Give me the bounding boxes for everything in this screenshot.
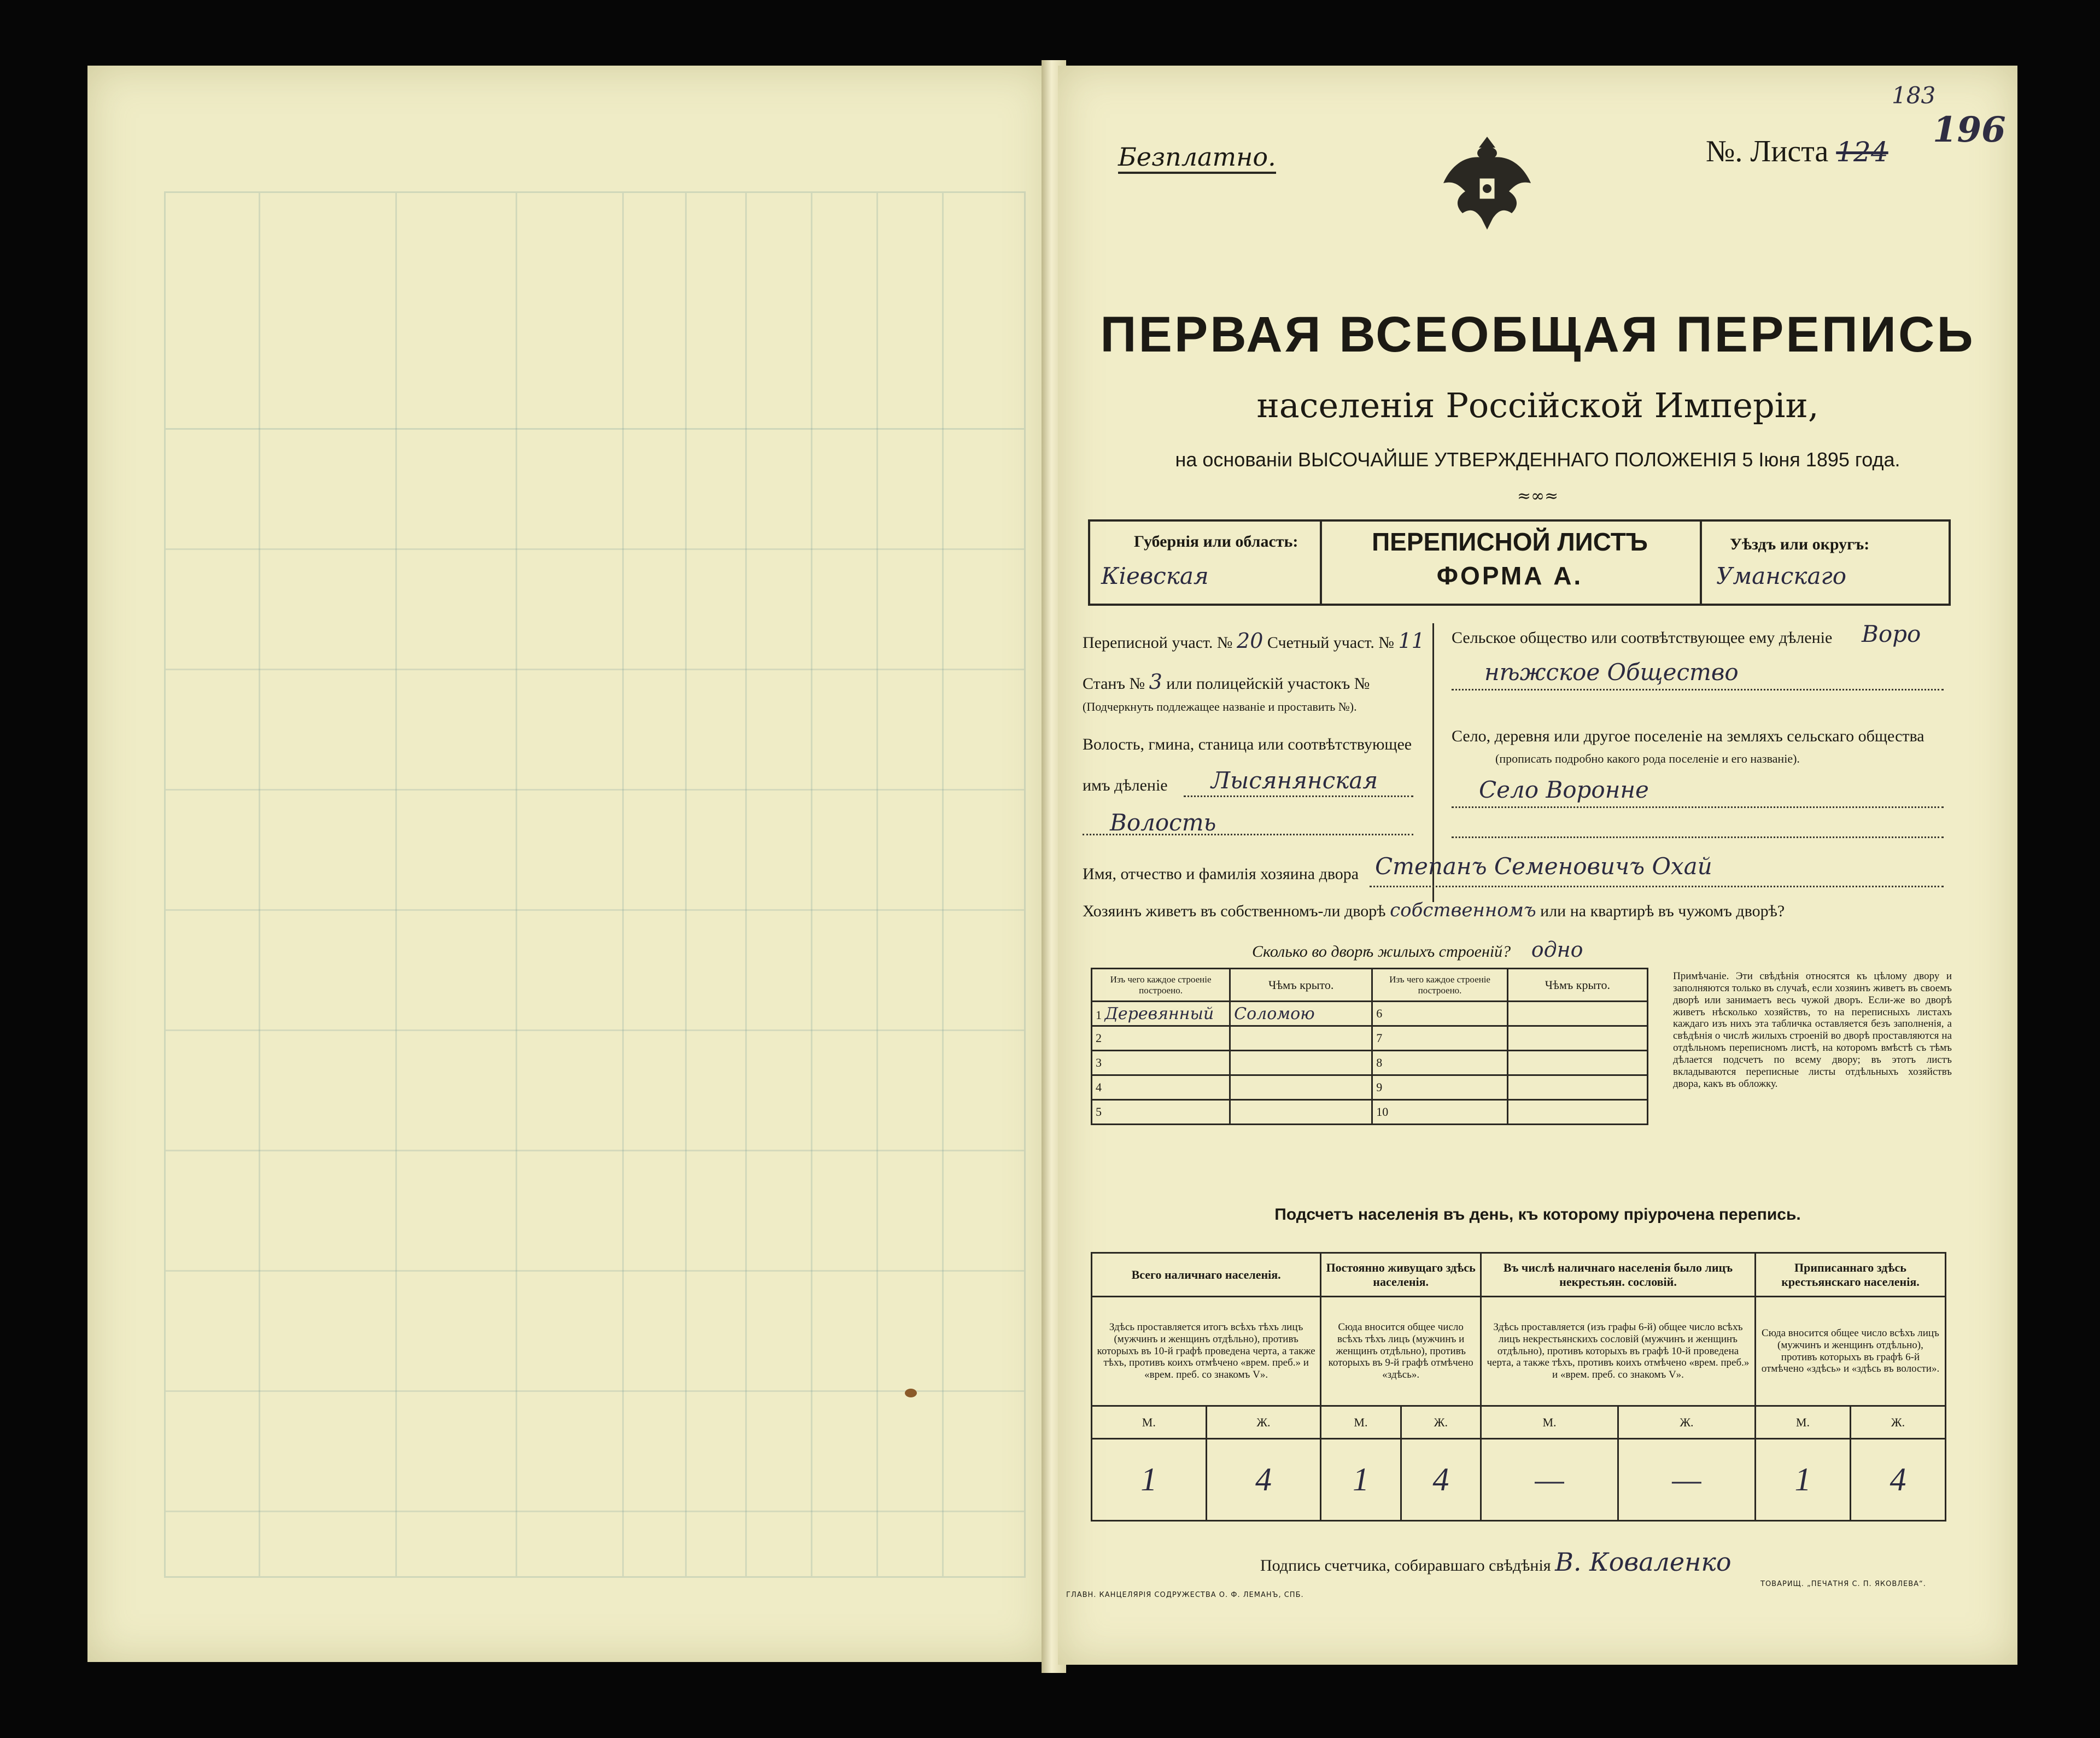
pop-value-zh-1: 4 — [1206, 1439, 1321, 1521]
pop-col-desc-4: Сюда вносится общее число всѣхъ лицъ (мужчинъ и женщинъ отдѣльно), противъ которыхъ въ графѣ 6-й отмѣчено «здѣсь» и «здѣсь въ волости». — [1755, 1297, 1945, 1406]
row-number: 7 — [1372, 1026, 1507, 1051]
row-number: 1 — [1096, 1008, 1102, 1022]
signature-label: Подпись счетчика, собиравшаго свѣдѣнія — [1260, 1556, 1551, 1575]
stan-value: 3 — [1149, 670, 1162, 694]
table-row — [1092, 1002, 1648, 1026]
left-page — [87, 66, 1050, 1662]
ornament-divider: ≈∞≈ — [1517, 487, 1559, 506]
gubernia-label: Губернія или область: — [1134, 532, 1298, 551]
ghost-column-line — [259, 193, 260, 1576]
owner-name-line — [1370, 886, 1944, 887]
ghost-column-line — [685, 193, 687, 1576]
folio-number: 196 — [1933, 109, 2006, 150]
row-number: 6 — [1372, 1002, 1507, 1026]
population-title: Подсчетъ населенія въ день, къ которому пріурочена перепись. — [1274, 1206, 1801, 1224]
pop-col-desc-1: Здѣсь проставляется итогъ всѣхъ тѣхъ лицъ (мужчинъ и женщинъ отдѣльно), противъ которыхъ въ 10-й графѣ проведена черта, а также тѣхъ, противъ коихъ отмѣчено «врем. преб.» и «врем. преб. со знакомъ V». — [1092, 1297, 1321, 1406]
printer-right: ТОВАРИЩ. „ПЕЧАТНЯ С. П. ЯКОВЛЕВА“. — [1760, 1580, 1926, 1588]
signature-value: В. Коваленко — [1555, 1547, 1732, 1577]
ghost-column-line — [942, 193, 944, 1576]
ghost-column-line — [811, 193, 812, 1576]
ghost-row-line — [166, 789, 1024, 791]
ghost-column-line — [516, 193, 517, 1576]
volost-value-2: Волость — [1110, 809, 1216, 836]
male-label: М. — [1092, 1406, 1207, 1439]
printer-left: ГЛАВН. КАНЦЕЛЯРІЯ СОДРУЖЕСТВА О. Ф. ЛЕМАНЪ, СПБ. — [1066, 1591, 1304, 1599]
uezd-label: Уѣздъ или округъ: — [1730, 535, 1870, 553]
ghost-row-line — [166, 1270, 1024, 1272]
selo-value: Село Воронне — [1479, 776, 1649, 803]
pop-col-head-1: Всего наличнаго населенія. — [1092, 1253, 1321, 1297]
row-number: 2 — [1092, 1026, 1230, 1051]
population-table — [1091, 1252, 1946, 1522]
stan-label: Станъ № — [1083, 675, 1145, 693]
row-number: 10 — [1372, 1100, 1507, 1125]
uchastok-label: Переписной участ. № — [1083, 634, 1233, 652]
pop-col-head-3: Въ числѣ наличнаго населенія было лицъ некрестьян. сословій. — [1481, 1253, 1756, 1297]
built-value: Деревянный — [1104, 1004, 1214, 1023]
obshchestvo-line — [1452, 689, 1944, 690]
male-label: М. — [1481, 1406, 1618, 1439]
pop-col-desc-2: Сюда вносится общее число всѣхъ тѣхъ лицъ (мужчинъ и женщинъ отдѣльно), противъ которыхъ въ 9-й графѣ отмѣчено «здѣсь». — [1321, 1297, 1481, 1406]
male-label: М. — [1321, 1406, 1401, 1439]
signature-field — [1260, 1547, 1732, 1577]
folio-number-small: 183 — [1892, 82, 1936, 109]
table-row — [1092, 1075, 1648, 1100]
owner-lives-field — [1083, 899, 1785, 921]
sheet-number — [1706, 134, 1888, 169]
ghost-row-line — [166, 548, 1024, 550]
form-subtitle: населенія Россійской Имперіи, — [1256, 385, 1819, 425]
coat-of-arms-icon — [1435, 131, 1539, 235]
form-name: ФОРМА А. — [1436, 561, 1583, 590]
pop-value-zh-3: — — [1618, 1439, 1755, 1521]
schet-label: Счетный участ. № — [1267, 634, 1394, 652]
selo-line — [1452, 806, 1944, 808]
volost-line-2 — [1083, 834, 1413, 835]
row-number: 8 — [1372, 1051, 1507, 1075]
ghost-row-line — [166, 1390, 1024, 1392]
row-number: 5 — [1092, 1100, 1230, 1125]
owner-lives-value: собственномъ — [1390, 899, 1536, 921]
form-header-box — [1088, 519, 1951, 606]
pop-value-m-3: — — [1481, 1439, 1618, 1521]
owner-name-label: Имя, отчество и фамилія хозяина двора — [1083, 865, 1359, 883]
female-label: Ж. — [1618, 1406, 1755, 1439]
pop-value-m-4: 1 — [1755, 1439, 1850, 1521]
owner-name-value: Степанъ Семеновичъ Охай — [1375, 853, 1712, 880]
buildings-col-built-2: Изъ чего каждое строеніе построено. — [1372, 969, 1507, 1002]
selo-label: Село, деревня или другое поселеніе на земляхъ сельскаго общества — [1452, 727, 1924, 745]
owner-lives-label: Хозяинъ живетъ въ собственномъ-ли дворѣ — [1083, 902, 1386, 920]
table-row — [1092, 1026, 1648, 1051]
uchastok-value: 20 — [1237, 629, 1263, 653]
pop-col-desc-3: Здѣсь проставляется (изъ графы 6-й) общее число всѣхъ лицъ некрестьянскихъ сословій (мужчинъ и женщинъ отдѣльно), противъ которыхъ въ графѣ 10-й проведена черта, а также тѣхъ, противъ коихъ отмѣчено «врем. преб.» и «врем. преб. со знакомъ V». — [1481, 1297, 1756, 1406]
sheet-number-label: №. Листа — [1706, 134, 1829, 168]
pop-col-head-4: Приписаннаго здѣсь крестьянскаго населенія. — [1755, 1253, 1945, 1297]
owner-lives-label-2: или на квартирѣ въ чужомъ дворѣ? — [1540, 902, 1785, 920]
right-page — [1058, 66, 2017, 1665]
ghost-row-line — [166, 1150, 1024, 1151]
obshchestvo-value: Воро — [1862, 621, 1921, 647]
underline-note: (Подчеркнуть подлежащее названіе и проставить №). — [1083, 700, 1357, 713]
row-number: 4 — [1092, 1075, 1230, 1100]
pop-value-m-2: 1 — [1321, 1439, 1401, 1521]
form-basis: на основаніи ВЫСОЧАЙШЕ УТВЕРЖДЕННАГО ПОЛОЖЕНІЯ 5 Іюня 1895 года. — [1175, 448, 1900, 471]
pop-value-zh-4: 4 — [1850, 1439, 1945, 1521]
ghost-column-line — [395, 193, 397, 1576]
male-label: М. — [1755, 1406, 1850, 1439]
free-label: Безплатно. — [1118, 142, 1276, 174]
selo-note: (прописать подробно какого рода поселеніе и его названіе). — [1495, 752, 1800, 765]
ghost-row-line — [166, 669, 1024, 670]
ghost-table-header — [166, 193, 1024, 430]
police-label: или полицейскій участокъ № — [1166, 675, 1370, 693]
buildings-value: одно — [1531, 938, 1583, 962]
female-label: Ж. — [1206, 1406, 1321, 1439]
ghost-row-line — [166, 1029, 1024, 1031]
table-row — [1092, 1051, 1648, 1075]
roof-value: Соломою — [1234, 1004, 1315, 1023]
table-row — [1092, 1100, 1648, 1125]
uezd-value: Уманскаго — [1716, 563, 1847, 589]
volost-line — [1184, 795, 1413, 797]
sheet-number-value: 124 — [1836, 136, 1888, 168]
female-label: Ж. — [1850, 1406, 1945, 1439]
pop-col-head-2: Постоянно живущаго здѣсь населенія. — [1321, 1253, 1481, 1297]
form-title: ПЕРВАЯ ВСЕОБЩАЯ ПЕРЕПИСЬ — [1100, 307, 1975, 362]
ghost-column-line — [745, 193, 747, 1576]
form-box-divider — [1700, 522, 1702, 604]
buildings-field — [1252, 938, 1583, 962]
pop-value-m-1: 1 — [1092, 1439, 1207, 1521]
ghost-column-line — [876, 193, 878, 1576]
volost-label-2: имъ дѣленіе — [1083, 776, 1168, 794]
form-sheet-title: ПЕРЕПИСНОЙ ЛИСТЪ — [1372, 528, 1648, 556]
female-label: Ж. — [1401, 1406, 1481, 1439]
ghost-row-line — [166, 909, 1024, 911]
row-number: 3 — [1092, 1051, 1230, 1075]
ghost-table-grid — [164, 191, 1026, 1578]
ghost-row-line — [166, 1511, 1024, 1512]
schet-value: 11 — [1398, 629, 1425, 653]
volost-value: Лысянянская — [1211, 767, 1378, 794]
row-number: 9 — [1372, 1075, 1507, 1100]
gubernia-value: Кіевская — [1101, 563, 1209, 589]
stan-field — [1083, 670, 1370, 694]
buildings-note: Примѣчаніе. Эти свѣдѣнія относятся къ цѣлому двору и заполняются только въ случаѣ, если хозяинъ живетъ въ своемъ дворѣ или занимаетъ весь чужой дворъ. Если-же во дворѣ живетъ нѣсколько хозяйствъ, то на переписныхъ листахъ каждаго изъ нихъ эта табличка оставляется безъ заполненія, а свѣдѣнія о числѣ жилыхъ строеній во дворѣ проставляются на отдѣльномъ переписномъ листѣ, на которомъ вмѣстѣ съ тѣмъ дѣлается подсчетъ по всему двору; въ этотъ листъ вкладываются переписные листы отдѣльныхъ хозяйствъ двора, какъ въ обложку. — [1673, 970, 1952, 1090]
obshchestvo-value-2: нѣжское Общество — [1484, 659, 1739, 686]
obshchestvo-label: Сельское общество или соотвѣтствующее ему дѣленіе — [1452, 629, 1833, 647]
uchastok-field — [1083, 629, 1425, 653]
volost-label: Волость, гмина, станица или соотвѣтствующее — [1083, 735, 1412, 753]
buildings-col-built: Изъ чего каждое строеніе построено. — [1092, 969, 1230, 1002]
buildings-table — [1091, 968, 1648, 1125]
buildings-col-roof-2: Чѣмъ крыто. — [1507, 969, 1647, 1002]
pop-value-zh-2: 4 — [1401, 1439, 1481, 1521]
buildings-col-roof: Чѣмъ крыто. — [1230, 969, 1372, 1002]
buildings-label: Сколько во дворѣ жилыхъ строеній? — [1252, 943, 1511, 961]
ghost-column-line — [622, 193, 624, 1576]
ink-spot — [905, 1389, 917, 1397]
selo-line-2 — [1452, 836, 1944, 838]
